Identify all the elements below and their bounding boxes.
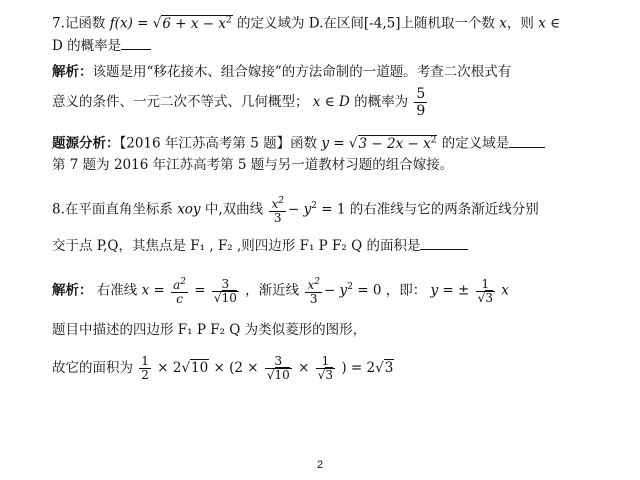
q8a-text-2: 题目中描述的四边形 F₁ P F₂ Q 为类似菱形的图形，	[52, 322, 367, 338]
q8a-eq: =	[194, 282, 206, 299]
q8-text-2: 交于点 P,Q，其焦点是 F₁ , F₂ ,则四边形 F₁ P F₂ Q 的面积是	[52, 238, 421, 254]
q7-function: f(x) =	[109, 15, 149, 32]
q8a-t3: ×	[298, 360, 310, 376]
question-8-line-2	[52, 236, 616, 256]
q8-xoy: xoy	[177, 201, 201, 218]
source-text-2: 第 7 题为 2016 年江苏高考第 5 题与另一道教材习题的组合嫁接。	[52, 157, 454, 173]
q8-eq2: = 1	[321, 201, 346, 218]
q7-x-in: x ∈	[538, 15, 561, 32]
q8-fraction: $\frac{x^2}{3}$	[271, 196, 284, 225]
answer-fraction: $\frac{5}{9}$	[416, 86, 426, 119]
q7-var-x: x	[499, 15, 507, 32]
q8-analysis-line-2	[52, 320, 616, 340]
q7-analysis-line-2	[52, 86, 616, 119]
q8a-frac-x2-3: $\frac{x^2}{3}$	[307, 277, 320, 306]
q8a-result-sqrt: √3	[375, 360, 394, 376]
q8a-directrix: 右准线	[96, 282, 138, 299]
q8a-ie: ，即：	[385, 282, 427, 299]
q8a-xeq: x =	[141, 282, 165, 299]
q8-directrix-text: 的右准线与它的两条渐近线分别	[349, 201, 539, 218]
q8a-area-text: 故它的面积为	[52, 360, 133, 376]
q7-analysis-line-1	[52, 62, 616, 82]
source-line-1	[52, 130, 616, 154]
source-line-2	[52, 155, 616, 175]
analysis-text-2: 意义的条件、一元二次不等式、几何概型；	[52, 94, 309, 110]
q8a-yeq: y = ±	[430, 282, 470, 299]
q8-text: 8.在平面直角坐标系	[52, 201, 173, 218]
q8a-hend: = 0	[357, 282, 382, 299]
q8a-frac-3-sqrt10-b: $\frac{3}{√10}$	[266, 354, 290, 382]
analysis-prob-text: 的概率为	[354, 94, 409, 110]
source-label: 题源分析：	[52, 135, 120, 152]
source-answer-blank	[509, 135, 545, 148]
q8a-hrest: − y	[323, 282, 348, 299]
q8a-xend: x	[501, 282, 509, 299]
q7-prob-text: D 的概率是	[52, 38, 122, 54]
q8-answer-blank	[420, 237, 468, 250]
q7-domain-text: 的定义域为 D.在区间[-4,5]上随机取一个数	[236, 15, 495, 32]
q7-comma-text: ，则	[506, 15, 534, 32]
q8a-frac-1-sqrt3: $\frac{1}{√3}$	[477, 276, 493, 305]
analysis-label-2: 解析：	[52, 282, 93, 299]
q7-text: 7.记函数	[52, 15, 106, 32]
page-number: 2	[316, 459, 324, 471]
q8a-t1: × 2	[157, 360, 182, 376]
question-8-line-1: 8.在平面直角坐标系 xoy 中,双曲线 $\frac{x^2}{3}$ − $y^2 = 1$ 的右准线与它的两条渐近线分别	[52, 196, 539, 225]
q8-analysis-line-3	[52, 350, 616, 386]
analysis-text: 该题是用“移花接木、组合嫁接”的方法命制的一道题。考查二次根式有	[92, 64, 512, 80]
q8a-asymptote: ，渐近线	[245, 282, 300, 299]
source-domain-text: 的定义域是	[441, 135, 510, 152]
q8-hyperbola-text: 中,双曲线	[204, 201, 264, 218]
q8a-frac-ac: $\frac{a^2}{c}$	[173, 277, 186, 306]
source-sqrt: $√3 - 2x - x^2$	[348, 135, 437, 152]
source-text: 【2016 年江苏高考第 5 题】函数	[119, 135, 318, 152]
analysis-cond: x ∈ D	[312, 94, 350, 110]
q7-answer-blank	[121, 37, 151, 50]
q8a-frac-1-sqrt3-b: $\frac{1}{√3}$	[317, 354, 334, 382]
q8a-frac-3-sqrt10: $\frac{3}{√10}$	[213, 276, 237, 305]
question-7-line-2	[52, 36, 616, 56]
question-7-line-1	[52, 10, 616, 34]
source-y: y =	[321, 135, 345, 152]
q8a-t2: × (2 ×	[213, 360, 259, 376]
q8-analysis-line-1: 解析： 右准线 x = $\frac{a^2}{c}$ = $\frac{3}{√10}$ ，渐近线 $\frac{x^2}{3}$ − $y^2 = 0$ ，即： y = ± $\frac{1}{√3}$ x	[52, 276, 509, 306]
analysis-label: 解析：	[52, 64, 93, 80]
q7-sqrt: $√6 + x - x^2$	[152, 15, 232, 32]
q8a-sqrt10: √10	[181, 360, 209, 376]
q8a-frac-half: $\frac{1}{2}$	[141, 354, 149, 382]
q8a-t4: ) = 2	[341, 360, 376, 376]
q8-eq: − y	[287, 201, 312, 218]
